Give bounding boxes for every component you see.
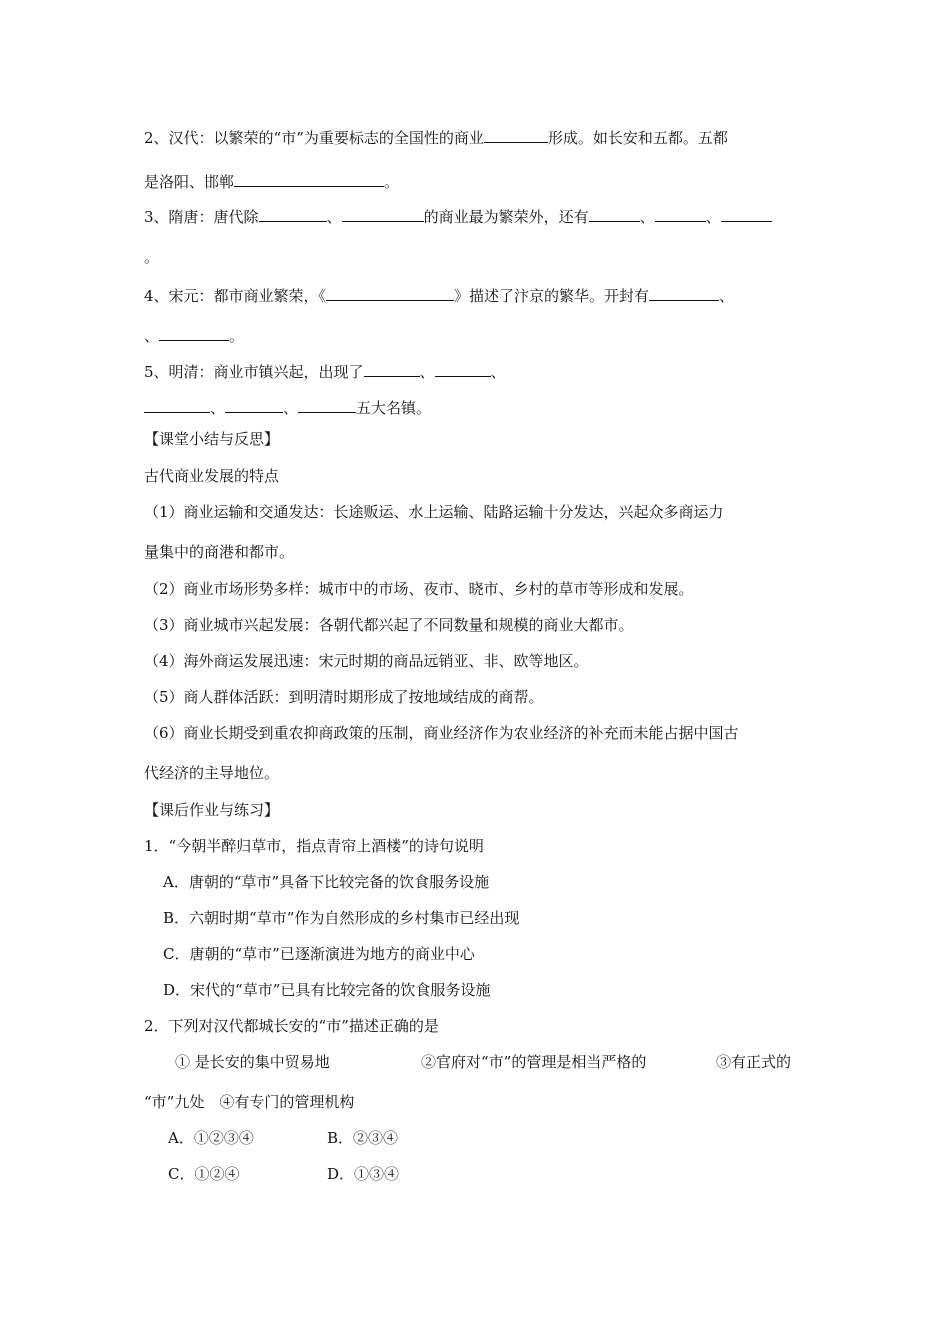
question-2-statement-2: ②官府对“市”的管理是相当严格的 [421,1053,647,1071]
blank-field[interactable] [259,207,327,222]
blank-field[interactable] [342,207,424,222]
line-suitang: 3、隋唐：唐代除 、 的商业最为繁荣外，还有 、 、 [144,207,772,226]
line-wudu: 是洛阳、邯郸 。 [144,173,400,191]
question-1-option-c[interactable]: C．唐朝的“草市”已逐渐演进为地方的商业中心 [163,945,475,963]
question-1-option-b[interactable]: B．六朝时期“草市”作为自然形成的乡村集市已经出现 [163,909,520,927]
blank-field[interactable] [721,207,772,222]
question-2-statement-3: ③有正式的 [716,1053,792,1071]
question-1-option-d[interactable]: D．宋代的“草市”已具有比较完备的饮食服务设施 [163,981,491,999]
summary-point-6-cont: 代经济的主导地位。 [144,764,280,782]
line-songyuan: 4、宋元：都市商业繁荣，《 》描述了汴京的繁华。开封有 、 [144,287,735,305]
line-han: 2、汉代：以繁荣的“市”为重要标志的全国性的商业 形成。如长安和五都。五都 [144,129,728,147]
line-kaifeng: 、 。 [144,327,245,345]
question-1-option-a[interactable]: A．唐朝的“草市”具备下比较完备的饮食服务设施 [163,873,490,891]
question-2-statement-4: “市”九处 ④有专门的管理机构 [144,1093,355,1111]
blank-field[interactable] [435,362,491,377]
summary-point-1-cont: 量集中的商港和都市。 [144,543,295,561]
summary-heading: 【课堂小结与反思】 [144,430,280,448]
question-2-stem: 2．下列对汉代都城长安的“市”描述正确的是 [144,1017,439,1035]
blank-field[interactable] [144,398,210,413]
line-period: 。 [144,248,160,266]
line-wuzhen: 、 、 五大名镇。 [144,398,431,417]
summary-point-5: （5）商人群体活跃：到明清时期形成了按地域结成的商帮。 [144,688,544,706]
blank-field[interactable] [225,398,283,413]
question-2-option-d[interactable]: D．①③④ [327,1165,400,1183]
question-2-option-c[interactable]: C．①②④ [168,1165,240,1183]
summary-point-3: （3）商业城市兴起发展：各朝代都兴起了不同数量和规模的商业大都市。 [144,616,634,634]
line-mingqing: 5、明清：商业市镇兴起，出现了 、 、 [144,363,506,381]
blank-field[interactable] [655,207,706,222]
question-2-option-b[interactable]: B．②③④ [327,1129,399,1147]
homework-heading: 【课后作业与练习】 [144,801,280,819]
summary-point-6: （6）商业长期受到重农抑商政策的压制，商业经济作为农业经济的补充而未能占据中国古 [144,724,739,742]
summary-point-4: （4）海外商运发展迅速：宋元时期的商品远销亚、非、欧等地区。 [144,652,589,670]
question-1-stem: 1．“今朝半醉归草市，指点青帘上酒楼”的诗句说明 [144,837,484,855]
blank-field[interactable] [589,207,640,222]
blank-field[interactable] [159,326,229,341]
blank-field[interactable] [484,128,548,143]
summary-point-1: （1）商业运输和交通发达：长途贩运、水上运输、陆路运输十分发达，兴起众多商运力 [144,503,724,521]
blank-field[interactable] [298,398,356,413]
summary-point-2: （2）商业市场形势多样：城市中的市场、夜市、晓市、乡村的草市等形成和发展。 [144,580,694,598]
blank-field[interactable] [649,286,719,301]
blank-field[interactable] [234,172,384,187]
blank-field[interactable] [326,286,454,301]
question-2-option-a[interactable]: A．①②③④ [168,1129,254,1147]
summary-subtitle: 古代商业发展的特点 [144,467,280,485]
blank-field[interactable] [364,362,420,377]
question-2-statement-1: ① 是长安的集中贸易地 [175,1053,330,1071]
